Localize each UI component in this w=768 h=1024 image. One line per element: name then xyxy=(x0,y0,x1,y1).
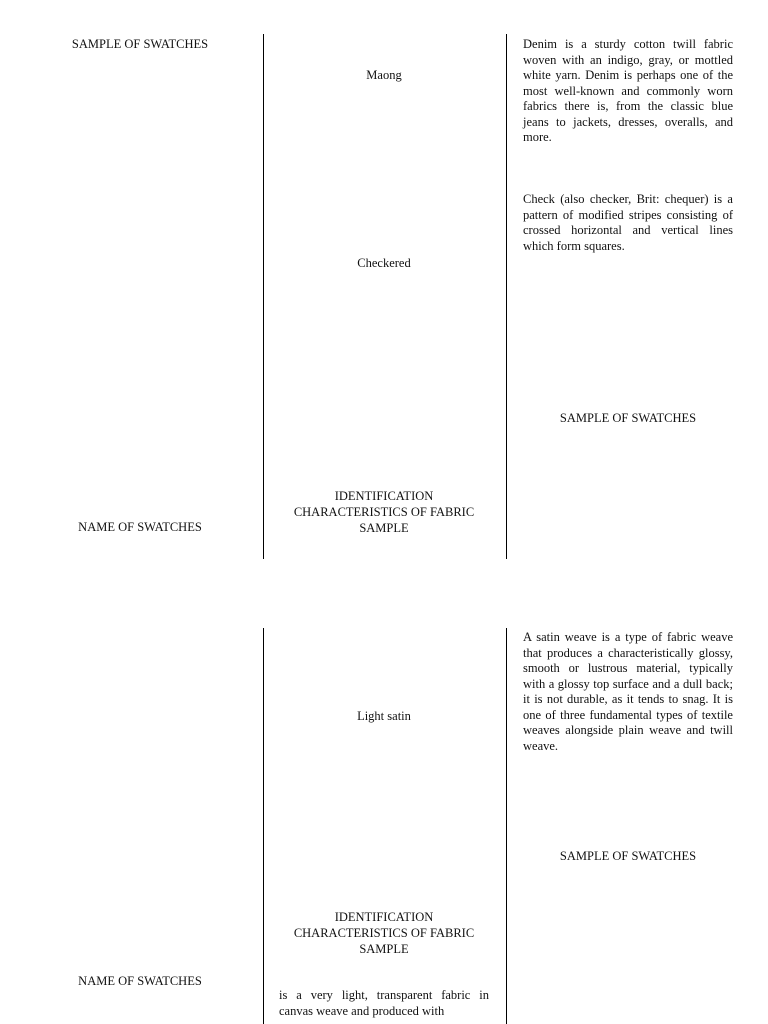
column-divider-left xyxy=(263,34,264,559)
denim-description: Denim is a sturdy cotton twill fabric woven with an indigo, gray, or mottled white yarn. Denim is perhaps one of the most well-known and commonly worn fabrics there is, from the classic blue jeans to jackets, dresses, overalls, and more. xyxy=(523,37,733,144)
column-divider-left xyxy=(263,628,264,1024)
swatch-name-maong: Maong xyxy=(366,68,402,82)
column-divider-right xyxy=(506,34,507,559)
sample-of-swatches-header: SAMPLE OF SWATCHES xyxy=(71,37,209,51)
identification-characteristics-heading: IDENTIFICATION CHARACTERISTICS OF FABRIC SAMPLE xyxy=(293,489,475,535)
column-divider-right xyxy=(506,628,507,1024)
name-of-swatches-label: NAME OF SWATCHES xyxy=(78,520,202,534)
name-of-swatches-label: NAME OF SWATCHES xyxy=(78,974,202,988)
sample-of-swatches-label: SAMPLE OF SWATCHES xyxy=(559,849,697,863)
chiffon-description: is a very light, transparent fabric in canvas weave and produced with xyxy=(279,988,489,1018)
check-description: Check (also checker, Brit: chequer) is a pattern of modified stripes consisting of crossed horizontal and vertical lines which form squares. xyxy=(523,192,733,253)
sample-of-swatches-label: SAMPLE OF SWATCHES xyxy=(559,411,697,425)
satin-description: A satin weave is a type of fabric weave that produces a characteristically glossy, smooth or lustrous material, typically with a glossy top surface and a dull back; it is not durable, as it tends to snag. It is one of three fundamental types of textile weaves alongside plain weave and twill weave. xyxy=(523,630,733,753)
identification-characteristics-heading: IDENTIFICATION CHARACTERISTICS OF FABRIC SAMPLE xyxy=(293,910,475,956)
swatch-name-checkered: Checkered xyxy=(357,256,411,270)
swatch-name-light-satin: Light satin xyxy=(357,709,411,723)
